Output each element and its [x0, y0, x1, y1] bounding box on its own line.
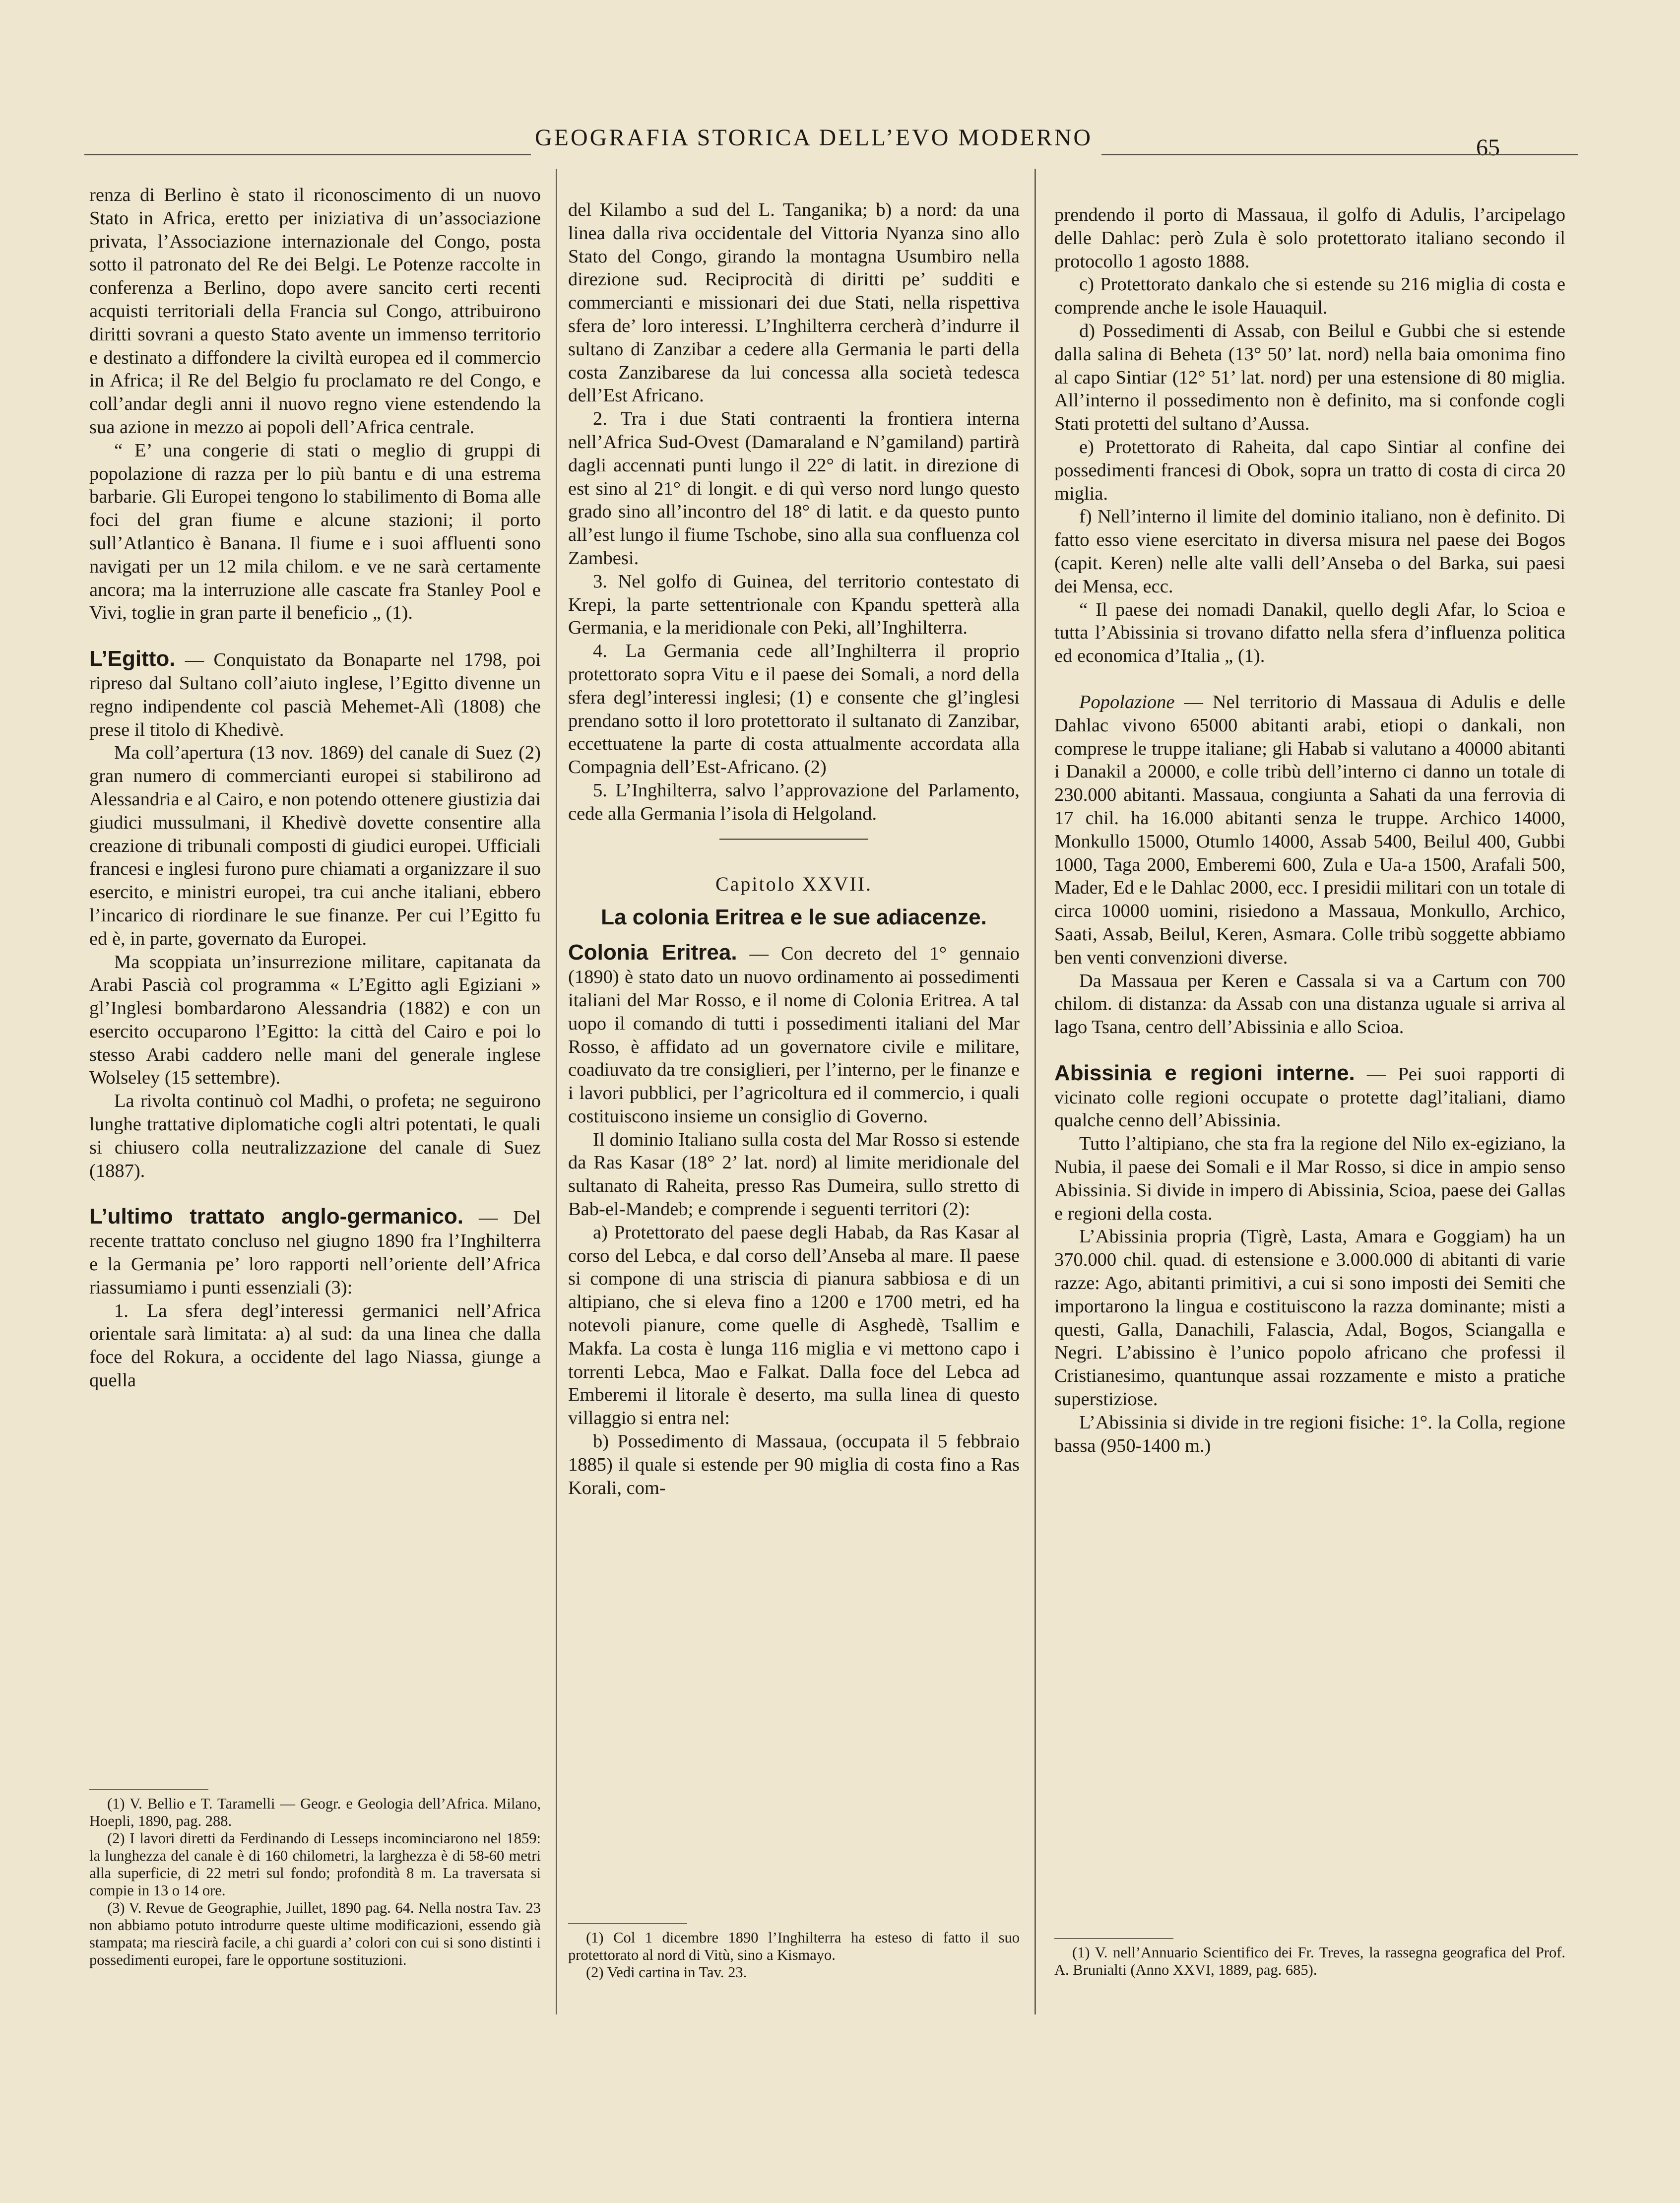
section-heading: L’Egitto. [89, 647, 176, 671]
body-paragraph: del Kilambo a sud del L. Tanganika; b) a nord: da una linea dalla riva occidentale del Vittoria Nyanza sino allo Stato del Congo, girando la montagna Usumbiro nella direzione sud. Reciprocità di diritti pe’ sudditi e commercianti e missionari dei due Stati, nella rispettiva sfera de’ loro interessi. L’Inghilterra cercherà d’indurre il sultano di Zanzibar a cedere alla Germania le parti della costa Zanzibarese da lui concessa alla società tedesca dell’Est Africano. [568, 199, 1020, 406]
chapter-divider [719, 839, 868, 840]
body-paragraph: b) Possedimento di Massaua, (occupata il 5 febbraio 1885) il quale si estende per 90 miglia di costa fino a Ras Korali, com- [568, 1431, 1020, 1498]
section-heading: Colonia Eritrea. [568, 940, 737, 965]
footnote: (3) V. Revue de Geographie, Juillet, 1890 pag. 64. Nella nostra Tav. 23 non abbiamo potuto introdurre queste ultime modificazioni, essendo già stampata; ma riescirà facile, a chi guardi a’ colori con cui si sono distinti i possedimenti europei, fare le opportune sostituzioni. [89, 1899, 541, 1968]
body-paragraph: “ Il paese dei nomadi Danakil, quello degli Afar, lo Scioa e tutta l’Abissinia si trovano difatto nella sfera d’influenza politica ed economica d’Italia „ (1). [1054, 599, 1565, 667]
body-paragraph: 3. Nel golfo di Guinea, del territorio contestato di Krepi, la parte settentrionale con Kpandu spetterà alla Germania, e la meridionale con Peki, all’Inghilterra. [568, 571, 1020, 639]
section-heading: Popolazione [1079, 691, 1175, 713]
body-paragraph: L’Abissinia si divide in tre regioni fisiche: 1°. la Colla, regione bassa (950-1400 m.) [1054, 1412, 1565, 1456]
body-paragraph: Ma scoppiata un’insurrezione militare, capitanata da Arabi Pascià col programma « L’Egitto agli Egiziani » gl’Inglesi bombardarono Alessandria (1882) e con un esercito occuparono l’Egitto: la città del Cairo e poi lo stesso Arabi caddero nelle mani del generale inglese Wolseley (15 settembre). [89, 951, 541, 1089]
footnote: (1) Col 1 dicembre 1890 l’Inghilterra ha esteso di fatto il suo protettorato al nord di Vitù, sino a Kismayo. [568, 1929, 1020, 1963]
section-trattato [89, 1205, 541, 1392]
body-paragraph: a) Protettorato del paese degli Habab, da Ras Kasar al corso del Lebca, e dal corso dell’Anseba al mare. Il paese si compone di una striscia di pianura sabbiosa e di un altipiano, che si eleva fino a 1200 e 1700 metri, ed ha notevoli pianure, come quelle di Asghedè, Tsallim e Makfa. La costa è lunga 116 miglia e vi mettono capo i torrenti Lebca, Mao e Falkat. Dalla foce del Lebca ad Emberemi il litorale è deserto, ma sulla linea di questo villaggio si entra nel: [568, 1222, 1020, 1429]
section-abissinia [1054, 1062, 1565, 1458]
section-heading: L’ultimo trattato anglo-germanico. [89, 1204, 464, 1229]
running-title: GEOGRAFIA STORICA DELL’EVO MODERNO [534, 125, 1093, 151]
body-paragraph: 5. L’Inghilterra, salvo l’approvazione del Parlamento, cede alla Germania l’isola di Helgoland. [568, 779, 1020, 824]
left-footnotes [89, 1776, 541, 1969]
section-text: — Con decreto del 1° gennaio (1890) è stato dato un nuovo ordinamento ai possedimenti italiani del Mar Rosso, e il nome di Colonia Eritrea. A tal uopo il comando di tutti i possedimenti italiani del Mar Rosso, è affidato ad un governatore civile e militare, coadiuvato da tre consiglieri, per l’interno, per le finanze e i lavori pubblici, per l’agricoltura ed il commercio, i quali costituiscono insieme un consiglio di Governo. [568, 943, 1020, 1127]
body-paragraph: e) Protettorato di Raheita, dal capo Sintiar al confine dei possedimenti francesi di Obok, sopra un tratto di costa di circa 20 miglia. [1054, 436, 1565, 504]
chapter-label: Capitolo XXVII. [715, 872, 873, 895]
footnote: (1) V. nell’Annuario Scientifico dei Fr. Treves, la rassegna geografica del Prof. A. Brunialti (Anno XXVI, 1889, pag. 685). [1054, 1944, 1565, 1978]
body-paragraph: L’Abissinia propria (Tigrè, Lasta, Amara e Goggiam) ha un 370.000 chil. quad. di estensione e 3.000.000 di abitanti di varie razze: Ago, abitanti primitivi, a cui si sono imposti dei Semiti che importarono la lingua e costituiscono la razza dominante; misti a questi, Galla, Danachili, Falascia, Adal, Bogos, Sciangalla e Negri. L’abissino è l’unico popolo africano che professi il Cristianesimo, quantunque assai rozzamente e misto a pratiche superstiziose. [1054, 1226, 1565, 1410]
body-paragraph: d) Possedimenti di Assab, con Beilul e Gubbi che si estende dalla salina di Beheta (13° 50’ lat. nord) nella baia omonima fino al capo Sintiar (12° 51’ lat. nord) per una estensione di 80 miglia. All’interno il possedimento non è definito, ma si confonde cogli Stati protetti del sultano d’Aussa. [1054, 320, 1565, 435]
chapter-title: La colonia Eritrea e le sue adiacenze. [601, 905, 987, 930]
header-rule-right [1101, 154, 1578, 155]
body-paragraph: prendendo il porto di Massaua, il golfo di Adulis, l’arcipelago delle Dahlac: però Zula è solo protettorato italiano secondo il protocollo 1 agosto 1888. [1054, 204, 1565, 272]
body-paragraph: 1. La sfera degl’interessi germanici nell’Africa orientale sarà limitata: a) al sud: da una linea che dalla foce del Rokura, a occidente del lago Niassa, giunge a quella [89, 1300, 541, 1391]
footnote-rule [568, 1923, 687, 1924]
left-column [89, 184, 541, 1392]
body-paragraph: “ E’ una congerie di stati o meglio di gruppi di popolazione di razza per lo più bantu e di una estrema barbarie. Gli Europei tengono lo stabilimento di Boma alle foci del gran fiume e alcune stazioni; il porto sull’Atlantico è Banana. Il fiume e i suoi affluenti sono navigati per un 12 mila chilom. e ve ne sarà certamente ancora; ma la interruzione alle cascate fra Stanley Pool e Vivi, toglie in gran parte il beneficio „ (1). [89, 440, 541, 624]
section-heading: Abissinia e regioni interne. [1054, 1060, 1355, 1085]
body-paragraph: renza di Berlino è stato il riconoscimento di un nuovo Stato in Africa, eretto per iniziativa di un’associazione privata, l’Associazione internazionale del Congo, posta sotto il patronato del Re dei Belgi. Le Potenze raccolte in conferenza a Berlino, dopo avere sancito certi recenti acquisti territoriali della Francia sul Congo, attribuirono diritti sovrani a questo Stato avente un immenso territorio e destinato a diffondere la civiltà europea ed il commercio in Africa; il Re del Belgio fu proclamato re del Congo, e coll’andar degli anni il nuovo regno viene estendendo la sua azione in mezzo ai popoli dell’Africa centrale. [89, 185, 541, 438]
section-popolazione [1054, 691, 1565, 1039]
page-number: 65 [1476, 134, 1500, 161]
body-paragraph: Il dominio Italiano sulla costa del Mar Rosso si estende da Ras Kasar (18° 2’ lat. nord) al limite meridionale del sultanato di Raheita, presso Ras Dumeira, sullo stretto di Bab-el-Mandeb; e comprende i seguenti territori (2): [568, 1129, 1020, 1220]
body-paragraph: c) Protettorato dankalo che si estende su 216 miglia di costa e comprende anche le isole Hauaquil. [1054, 274, 1565, 319]
section-text: — Nel territorio di Massaua di Adulis e delle Dahlac vivono 65000 abitanti arabi, etiopi o dankali, non comprese le truppe italiane; gli Habab si valutano a 40000 abitanti i Danakil a 20000, e colle tribù dell’interno ci danno un totale di 230.000 abitanti. Massaua, congiunta a Sahati da una ferrovia di 17 chil. ha 16.000 abitanti senza le truppe. Archico 14000, Monkullo 15000, Otumlo 14000, Assab 5400, Beilul 400, Gubbi 1000, Taga 2000, Emberemi 600, Zula e Ua-a 1500, Arafali 500, Mader, Ed e le Dahlac 2000, ecc. I presidii militari con un totale di circa 10000 uomini, risiedono a Massaua, Monkullo, Archico, Saati, Assab, Beilul, Keren, Asmara. Colle tribù soggette abbiamo ben venti convenzioni diverse. [1054, 691, 1565, 968]
body-paragraph: Ma coll’apertura (13 nov. 1869) del canale di Suez (2) gran numero di commercianti europei si stabilirono ad Alessandria e al Cairo, e non potendo ottenere giustizia dai giudici mussulmani, il Khedivè dovette consentire alla creazione di tribunali composti di giudici europei. Ufficiali francesi e inglesi furono pure chiamati a organizzare il suo esercito, e ministri europei, tra cui anche italiani, ebbero l’incarico di riordinare le sue finanze. Per cui l’Egitto fu ed è, in parte, governato da Europei. [89, 742, 541, 949]
body-paragraph: 2. Tra i due Stati contraenti la frontiera interna nell’Africa Sud-Ovest (Damaraland e N’gamiland) partirà dagli accennati punti lungo il 22° di latit. in direzione di est sino al 21° di longit. e di quì verso nord lungo questo grado sino all’incontro del 18° di latit. e da questo punto all’est lungo il fiume Tschobe, sino alla sua confluenza col Zambesi. [568, 408, 1020, 569]
body-paragraph: La rivolta continuò col Madhi, o profeta; ne seguirono lunghe trattative diplomatiche cogli altri potentati, le quali si chiusero colla neutralizzazione del canale di Suez (1887). [89, 1091, 541, 1181]
column-divider-1 [556, 169, 557, 2014]
middle-column [568, 198, 1020, 1499]
column-divider-2 [1034, 169, 1036, 2014]
section-text: — Pei suoi rapporti di vicinato colle regioni occupate o protette dagl’italiani, diamo qualche cenno dell’Abissinia. [1054, 1063, 1565, 1131]
footnote-rule [89, 1789, 208, 1790]
body-paragraph: 4. La Germania cede all’Inghilterra il proprio protettorato sopra Vitu e il paese dei Somali, a nord della sfera degl’interessi inglesi; (1) e consente che gl’inglesi prendano sotto il loro protettorato il sultanato di Zanzibar, eccettuatene la parte di costa attualmente accordata alla Compagnia dell’Est-Africano. (2) [568, 641, 1020, 778]
section-text: — Del recente trattato concluso nel giugno 1890 fra l’Inghilterra e la Germania pe’ loro rapporti nell’oriente dell’Africa riassumiamo i punti essenziali (3): [89, 1207, 541, 1298]
body-paragraph: Tutto l’altipiano, che sta fra la regione del Nilo ex-egiziano, la Nubia, il paese dei Somali e il Mar Rosso, si dice in ampio senso Abissinia. Si divide in impero di Abissinia, Scioa, paese dei Gallas e regioni della costa. [1054, 1133, 1565, 1224]
footnote: (2) Vedi cartina in Tav. 23. [586, 1964, 747, 1981]
header-rule-left [84, 154, 531, 155]
body-paragraph: f) Nell’interno il limite del dominio italiano, non è definito. Di fatto esso viene esercitato in diversa misura nel paese dei Bogos (capit. Keren) nelle alte valli dell’Anseba o del Barka, sui paesi dei Mensa, ecc. [1054, 506, 1565, 597]
right-footnotes [1054, 1925, 1565, 1979]
middle-footnotes [568, 1910, 1020, 1981]
footnote: (2) I lavori diretti da Ferdinando di Lesseps incominciarono nel 1859: la lunghezza del canale è di 160 chilometri, la larghezza è di 58-60 metri alla superficie, di 22 metri sul fondo; profondità 8 m. La traversata si compie in 13 o 14 ore. [89, 1830, 541, 1899]
right-column [1054, 203, 1565, 1457]
footnote-rule [1054, 1938, 1173, 1939]
section-egitto [89, 648, 541, 1182]
body-paragraph: Da Massaua per Keren e Cassala si va a Cartum con 700 chilom. di distanza: da Assab con una distanza uguale si arriva al lago Tsana, centro dell’Abissinia e allo Scioa. [1054, 970, 1565, 1038]
section-text: — Conquistato da Bonaparte nel 1798, poi ripreso dal Sultano coll’aiuto inglese, l’Egitto divenne un regno indipendente col pascià Mehemet-Alì (1808) che prese il titolo di Khedivè. [89, 649, 541, 740]
footnote: (1) V. Bellio e T. Taramelli — Geogr. e Geologia dell’Africa. Milano, Hoepli, 1890, pag. 288. [89, 1795, 541, 1829]
